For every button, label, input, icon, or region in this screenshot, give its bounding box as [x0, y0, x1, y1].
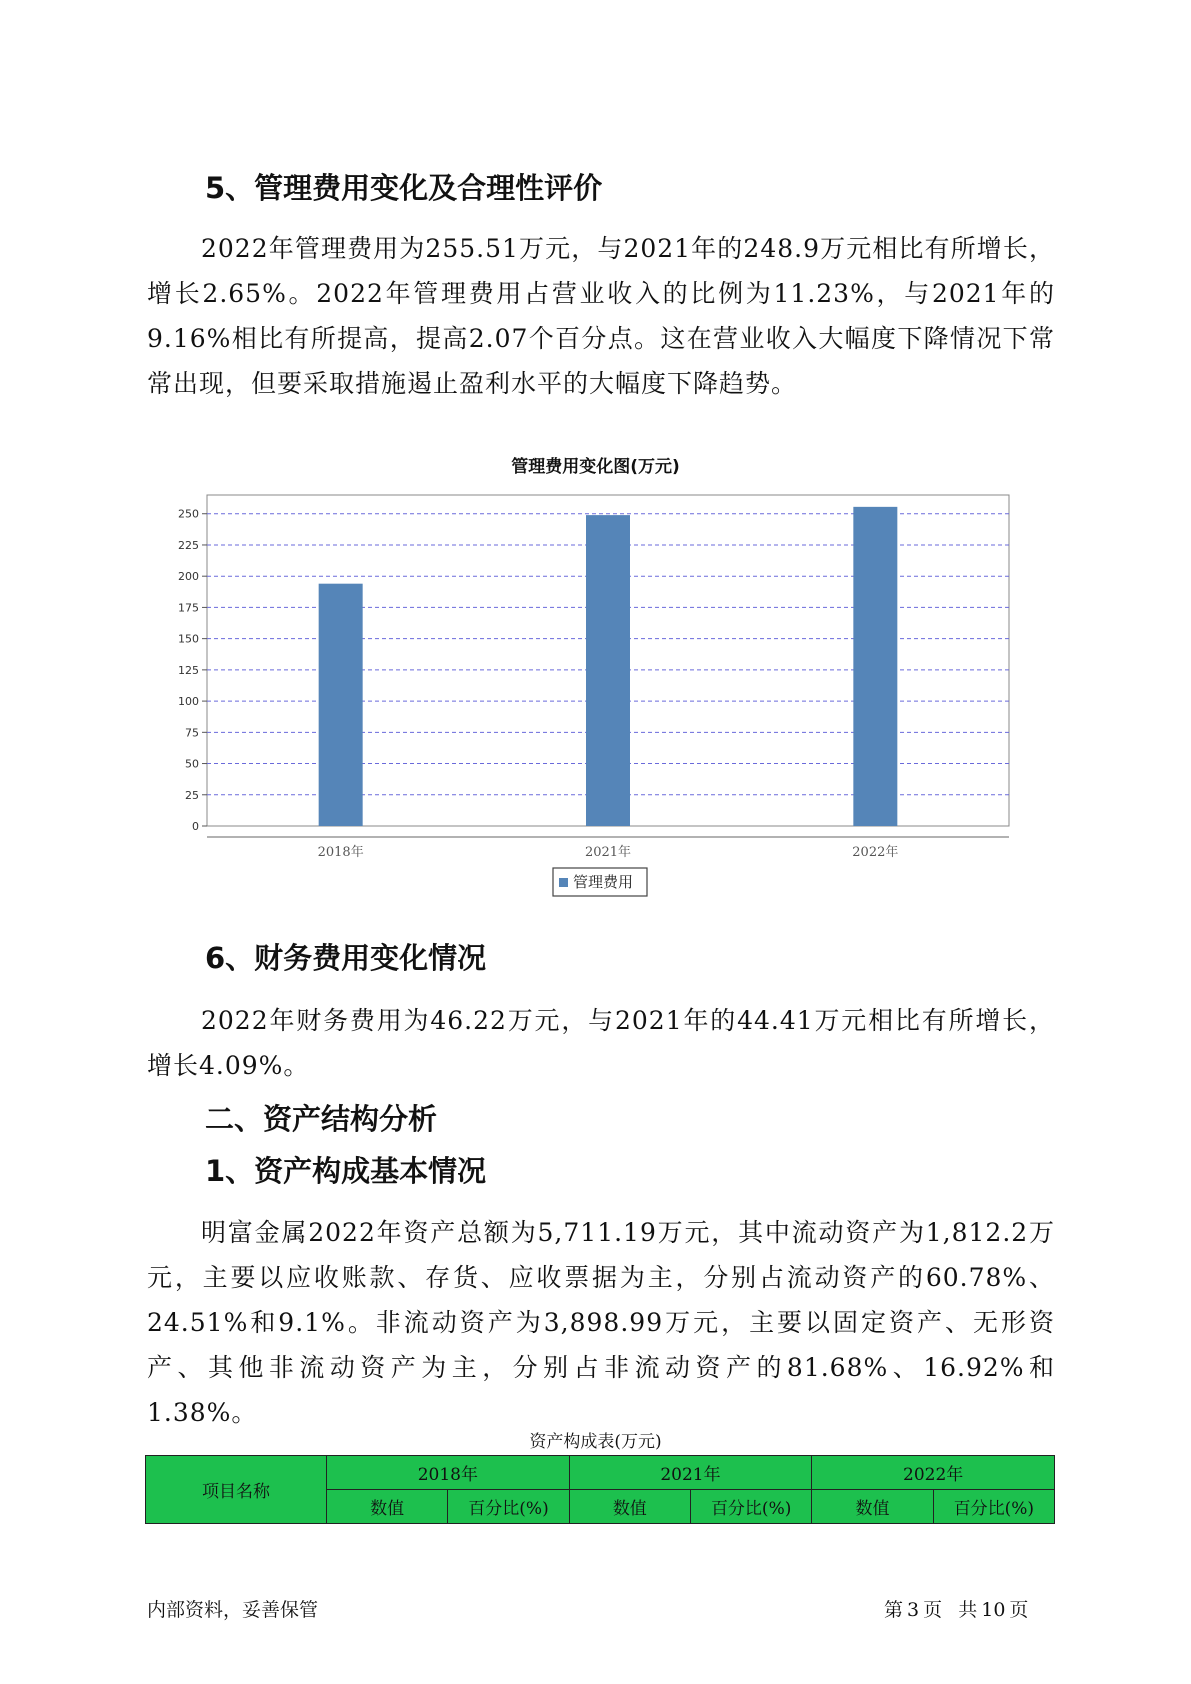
y-tick-label: 200 [178, 570, 199, 584]
footer-page-number [884, 1595, 1032, 1622]
table-caption: 资产构成表(万元) [529, 1432, 662, 1452]
sub-header-value: 数值 [569, 1490, 690, 1524]
y-tick-label: 250 [178, 507, 199, 521]
y-tick-label: 225 [178, 538, 199, 552]
sub-header-value: 数值 [327, 1490, 448, 1524]
x-tick-label: 2021年 [584, 845, 632, 860]
chart-title: 管理费用变化图(万元) [511, 457, 680, 477]
x-tick-label: 2022年 [852, 845, 899, 860]
page-current: 3 [907, 1599, 920, 1621]
y-tick-label: 100 [178, 695, 199, 709]
y-tick-label: 0 [192, 820, 199, 833]
section-5-heading: 5、管理费用变化及合理性评价 [205, 171, 603, 205]
year-header-2018: 2018年 [327, 1456, 570, 1490]
page-prefix: 第 [884, 1599, 904, 1621]
section-5-paragraph: 2022年管理费用为255.51万元，与2021年的248.9万元相比有所增长，增长2.65%。2022年管理费用占营业收入的比例为11.23%，与2021年的9.16%相比有所提高，提高2.07个百分点。这在营业收入大幅度下降情况下常常出现，但要采取措施遏止盈利水平的大幅度下降趋势。 [147, 234, 1055, 398]
section-1-heading: 1、资产构成基本情况 [205, 1154, 487, 1188]
section-6-paragraph: 2022年财务费用为46.22万元，与2021年的44.41万元相比有所增长，增长4.09%。 [147, 1006, 1055, 1080]
y-tick-label: 75 [185, 726, 199, 740]
section-1-paragraph: 明富金属2022年资产总额为5,711.19万元，其中流动资产为1,812.2万元，主要以应收账款、存货、应收票据为主，分别占流动资产的60.78%、24.51%和9.1%。非流动资产为3,898.99万元，主要以固定资产、无形资产、其他非流动资产为主，分别占非流动资产的81.68%、16.92%和1.38%。 [147, 1218, 1055, 1427]
y-tick-label: 175 [178, 601, 199, 615]
legend-swatch [559, 878, 568, 887]
bar [319, 584, 363, 826]
asset-structure-table [145, 1455, 1055, 1524]
bar [853, 507, 897, 826]
sub-header-percent: 百分比(%) [690, 1490, 811, 1524]
x-tick-label: 2018年 [317, 845, 364, 860]
sub-header-percent: 百分比(%) [933, 1490, 1054, 1524]
sub-header-value: 数值 [812, 1490, 933, 1524]
total-prefix: 共 [958, 1599, 978, 1621]
y-tick-label: 150 [178, 632, 199, 646]
legend-label: 管理费用 [573, 873, 634, 891]
footer-confidential-note: 内部资料，妥善保管 [147, 1599, 319, 1621]
section-6-heading: 6、财务费用变化情况 [205, 941, 487, 975]
sub-header-percent: 百分比(%) [448, 1490, 569, 1524]
year-header-2021: 2021年 [569, 1456, 812, 1490]
y-tick-label: 25 [185, 788, 199, 802]
y-tick-label: 50 [185, 757, 199, 771]
bar [586, 515, 630, 826]
table-row-header: 项目名称 [146, 1456, 327, 1524]
page-unit: 页 [923, 1599, 943, 1621]
year-header-2022: 2022年 [812, 1456, 1055, 1490]
y-tick-label: 125 [178, 663, 199, 677]
page-total: 10 [981, 1599, 1006, 1621]
total-unit: 页 [1009, 1599, 1029, 1621]
part-2-heading: 二、资产结构分析 [205, 1102, 438, 1136]
